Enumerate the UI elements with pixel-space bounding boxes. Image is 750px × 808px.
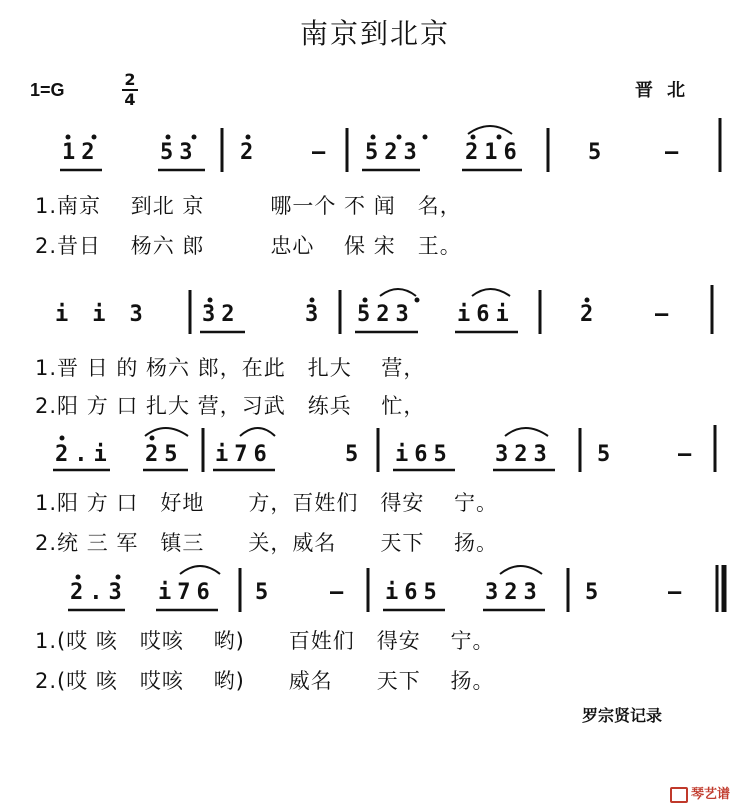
note-group: 5 (588, 140, 608, 165)
slur (180, 566, 220, 574)
note-group: 32 (202, 302, 241, 327)
note-group: 2 (580, 302, 600, 327)
note-group: i65 (385, 580, 443, 605)
note-group: 12 (62, 140, 101, 165)
song-title: 南京到北京 (300, 17, 451, 50)
note-group: 53 (160, 140, 199, 165)
note-group: 523 (357, 302, 415, 327)
note-group: 5 (255, 580, 275, 605)
note-group: i76 (158, 580, 216, 605)
note-group: i65 (395, 442, 453, 467)
slur (145, 428, 188, 436)
slur (240, 428, 275, 436)
note-group: — (330, 580, 350, 605)
note-group: 5 (597, 442, 617, 467)
lyric-line: 1.南京 到北 京 哪一个 不 闻 名， (35, 194, 462, 218)
watermark-text: 琴艺谱 (691, 787, 731, 802)
note-group: 2 (240, 140, 260, 165)
slur (505, 428, 548, 436)
key-signature: 1=G (30, 80, 65, 100)
note-group: — (678, 442, 698, 467)
slur (472, 289, 510, 296)
lyric-line: 2.统 三 军 镇三 关，威名 天下 扬。 (35, 531, 499, 555)
note-group: i6i (457, 302, 515, 327)
slur (380, 289, 416, 296)
lyric-line: 1.阳 方 口 好地 方，百姓们 得安 宁。 (35, 491, 499, 515)
note-group: 2.3 (70, 580, 128, 605)
note-group: — (665, 140, 685, 165)
note-group: — (655, 302, 675, 327)
slur (468, 126, 512, 134)
note-group: 216 (465, 140, 523, 165)
note-group: 323 (485, 580, 543, 605)
note-group: 2.i (55, 442, 113, 467)
lyric-line: 2.阳 方 口 扎大 营，习武 练兵 忙， (35, 394, 426, 418)
note-group: 3 (305, 302, 325, 327)
note-group: 323 (495, 442, 553, 467)
lyric-line: 1.(哎 咳 哎咳 哟) 百姓们 得安 宁。 (35, 629, 495, 653)
lyric-line: 2.(哎 咳 哎咳 哟) 威名 天下 扬。 (35, 669, 495, 693)
lyric-line: 2.昔日 杨六 郎 忠心 保 宋 王。 (35, 234, 462, 258)
note-group: 5 (585, 580, 605, 605)
slur (500, 566, 542, 574)
note-group: 523 (365, 140, 423, 165)
time-signature-bottom: 4 (124, 90, 136, 109)
note-group: i76 (215, 442, 273, 467)
note-group: ii3 (55, 302, 167, 327)
note-group: — (668, 580, 688, 605)
note-group: 25 (145, 442, 184, 467)
note-group: — (312, 140, 332, 165)
transcriber-credit: 罗宗贤记录 (582, 706, 663, 725)
time-signature-top: 2 (124, 70, 136, 89)
lyric-line: 1.晋 日 的 杨六 郎，在此 扎大 营， (35, 356, 426, 380)
note-group: 5 (345, 442, 365, 467)
region-label: 晋北 (635, 80, 699, 101)
